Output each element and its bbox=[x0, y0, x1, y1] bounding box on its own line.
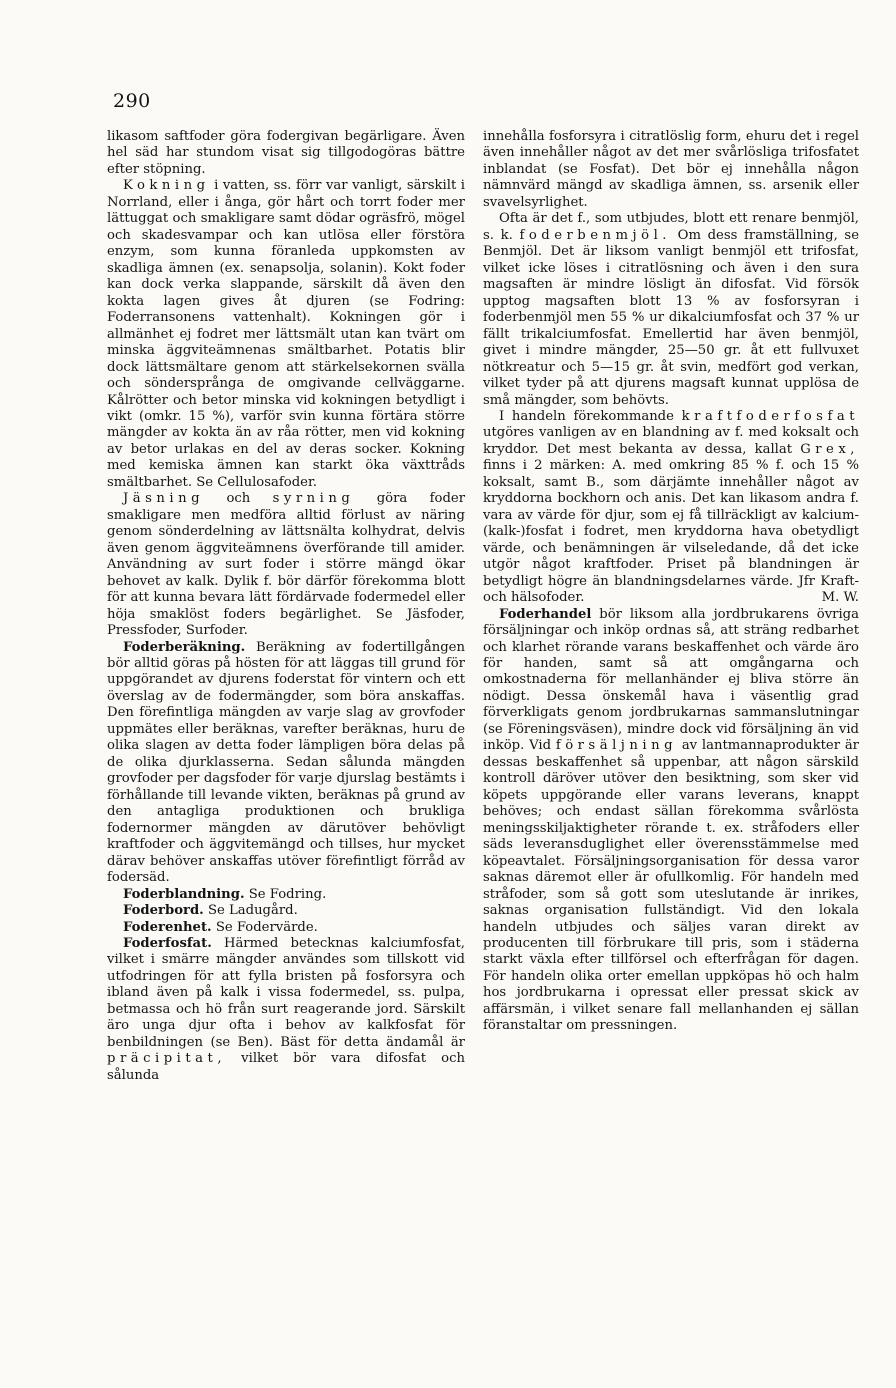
headword: Foderbord. bbox=[123, 903, 204, 919]
author-signature: M. W. bbox=[821, 590, 859, 606]
headword: Foderberäkning. bbox=[123, 639, 246, 655]
spaced-term: foderbenmjöl. bbox=[519, 227, 671, 243]
entry bbox=[107, 920, 465, 936]
entry-text: bör liksom alla jordbrukarens övriga försäljningar och inköp ordnas så, att sträng redbarhet och klarhet rörande varans beskaffenhet och värde äro för handen, samt så att omgångarna och omkostnaderna för mellanhänder ej bliva större än nödigt. Dessa önskemål hava i väsentlig grad förverkligats genom jordbrukarnas sammanslutningar (se Föreningsväsen), mindre dock vid försäljning än vid inköp. Vid bbox=[483, 606, 859, 754]
spaced-term: Kokning bbox=[123, 178, 210, 194]
entry-text: Se Fodring. bbox=[244, 886, 327, 902]
headword: Foderblandning. bbox=[123, 886, 245, 902]
paragraph-text: i vatten, ss. förr var vanligt, särskilt i Norrland, eller i ånga, gör hårt och torrt foder mer lättuggat och smakligare samt dödar ogräsfrö, mögel och skadesvampar och kan utlösa eller förstöra enzym, som kunna föranleda uppkomsten av skadliga ämnen (ex. senapsolja, solanin). Kokt foder kan dock verka slappande, särskilt då även den kokta lagen gives åt djuren (se Fodring: Foderransonens vattenhalt). Kokningen gör i allmänhet ej fodret mer lättsmält utan kan tvärt om minska äggviteämnenas smältbarhet. Potatis blir dock lättsmältare genom att stärkelsekornen svälla och söndersprånga de omgivande cellväggarne. Kålrötter och betor minska vid kokningen betydligt i vikt (omkr. 15 %), varför svin kunna förtära större mängder av kokta än av råa rötter, men vid kokning av betor urlakas en del av deras socker. Kokning med kemiska ämnen kan starkt öka växttråds smältbarhet. Se Cellulosafoder. bbox=[107, 178, 465, 490]
spaced-term: kraftfoderfosfat bbox=[681, 408, 859, 424]
entry bbox=[107, 640, 465, 887]
paragraph-text: och bbox=[204, 491, 273, 507]
headword: Foderfosfat. bbox=[123, 935, 212, 951]
spaced-term: Jäsning bbox=[123, 491, 205, 507]
paragraph bbox=[107, 491, 465, 639]
right-column bbox=[483, 129, 859, 1035]
paragraph-text: utgöres vanligen av en blandning av f. med koksalt och kryddor. Det mest bekanta av dessa, kallat bbox=[483, 425, 859, 457]
spaced-term: försäljning bbox=[555, 738, 678, 754]
entry-text: Se Fodervärde. bbox=[211, 919, 318, 935]
paragraph-text: likasom saftfoder göra fodergivan begärligare. Även hel säd har stundom visat sig tillgodogöras bättre efter stöpning. bbox=[107, 129, 465, 177]
spaced-term: präcipitat, bbox=[107, 1051, 227, 1067]
paragraph-text: Ofta är det f., som utbjudes, blott ett renare benmjöl, s. k. bbox=[483, 211, 859, 243]
entry bbox=[107, 887, 465, 903]
entry-text: vilket bör vara difosfat och sålunda bbox=[107, 1051, 465, 1083]
paragraph-text: innehålla fosforsyra i citratlöslig form, ehuru det i regel även innehåller något av det mer svårlösliga trifosfatet inblandat (se Fosfat). Det bör ej innehålla någon nämnvärd mängd av skadliga ämnen, ss. arsenik eller svavelsyrlighet. bbox=[483, 129, 859, 210]
paragraph bbox=[107, 178, 465, 491]
paragraph-text: I handeln förekommande bbox=[499, 408, 682, 424]
paragraph-text: Om dess framställning, se Benmjöl. Det är liksom vanligt benmjöl ett trifosfat, vilket icke löses i citratlösning och även i den sura magsaften är mindre lösligt än difosfat. Vid försök upptog magsaften blott 13 % av fosforsyran i foderbenmjöl men 55 % ur dikalciumfosfat och 37 % ur fällt trikalciumfosfat. Emellertid har även benmjöl, givet i mindre mängder, 25—50 gr. åt ett fullvuxet nötkreatur och 5—15 gr. åt svin, medfört god verkan, vilket tyder på att djurens magsaft kunnat upplösa de små mängder, som behövts. bbox=[483, 227, 859, 408]
entry bbox=[483, 607, 859, 1035]
entry-text: Beräkning av fodertillgången bör alltid göras på hösten för att läggas till grund för uppgörandet av djurens foderstat för vintern och ett överslag av de fodermängder, som böra anskaffas. Den förefintliga mängden av varje slag av grovfoder uppmätes eller beräknas, varefter beräknas, huru de olika slagen av detta foder lämpligen böra delas på de olika djurklasserna. Sedan sålunda mängden grovfoder per dagsfoder för varje djurslag bestämts i förhållande till levande vikten, beräknas på grund av den antagliga produktionen och brukliga fodernormer mängden av därutöver behövligt kraftfoder och äggvitemängd och tillses, hur mycket därav behöver anskaffas utöver förefintligt förråd av fodersäd. bbox=[107, 639, 465, 886]
paragraph bbox=[483, 409, 859, 607]
paragraph-text: göra foder smakligare men medföra alltid förlust av näring genom sönderdelning av lättsnälta kolhydrat, delvis även genom äggviteämnens överförande till amider. Användning av surt foder i större mängd ökar behovet av kalk. Dylik f. bör därför förekomma blott för att kunna bevara lätt fördärvade fodermedel eller höja smaklöst foders begärlighet. Se Jäsfoder, Pressfoder, Surfoder. bbox=[107, 491, 465, 639]
paragraph-text: finns i 2 märken: A. med omkring 85 % f. och 15 % koksalt, samt B., som därjämte innehåller något av kryddorna bockhorn och anis. Det kan likasom andra f. vara av värde för djur, som ej få tillräckligt av kalcium-(kalk-)fosfat i fodret, men kryddorna hava obetydligt värde, och benämningen är vilseledande, då det icke utgör något kraftfoder. Priset på blandningen är betydligt högre än blandningsdelarnes värde. Jfr Kraft- och hälsofoder. bbox=[483, 458, 859, 606]
entry-text: Härmed betecknas kalciumfosfat, vilket i smärre mängder användes som tillskott vid utfodringen för att fylla bristen på fosforsyra och ibland även på kalk i vissa fodermedel, ss. pulpa, betmassa och hö från surt reagerande jord. Särskilt äro unga djur ofta i behov av kalkfosfat för benbildningen (se Ben). Bäst för detta ändamål är bbox=[107, 935, 465, 1050]
page-number: 290 bbox=[113, 90, 151, 112]
left-column bbox=[107, 129, 465, 1084]
entry-text: av lantmannaprodukter är dessas beskaffenhet så uppenbar, att någon särskild kontroll däröver utöver den besiktning, som sker vid köpets uppgörande eller varans leverans, knappt behöves; och endast sällan förekomma svårlösta meningsskiljaktigheter rörande t. ex. stråfoders eller säds leveransduglighet eller överensstämmelse med köpeavtalet. Försäljningsorganisation för dessa varor saknas däremot eller är ofullkomlig. För handeln med stråfoder, som så gott som uteslutande är inrikes, saknas organisation fullständigt. Vid den lokala handeln utbjudes och säljes varan direkt av producenten till förbrukare till pris, som i städerna starkt växla efter tillförsel och efterfrågan för dagen. För handeln olika orter emellan uppköpas hö och halm hos jordbrukarna i opressat eller pressat skick av affärsmän, i vilket senare fall mellanhanden ej sällan föranstaltar om pressningen. bbox=[483, 738, 859, 1034]
entry-text: Se Ladugård. bbox=[203, 903, 298, 919]
headword: Foderhandel bbox=[499, 606, 592, 622]
paragraph bbox=[483, 211, 859, 409]
spaced-term: Grex, bbox=[800, 441, 859, 457]
entry bbox=[107, 903, 465, 919]
paragraph bbox=[483, 129, 859, 211]
paragraph bbox=[107, 129, 465, 178]
spaced-term: syrning bbox=[272, 491, 355, 507]
entry bbox=[107, 936, 465, 1084]
headword: Foderenhet. bbox=[123, 919, 212, 935]
